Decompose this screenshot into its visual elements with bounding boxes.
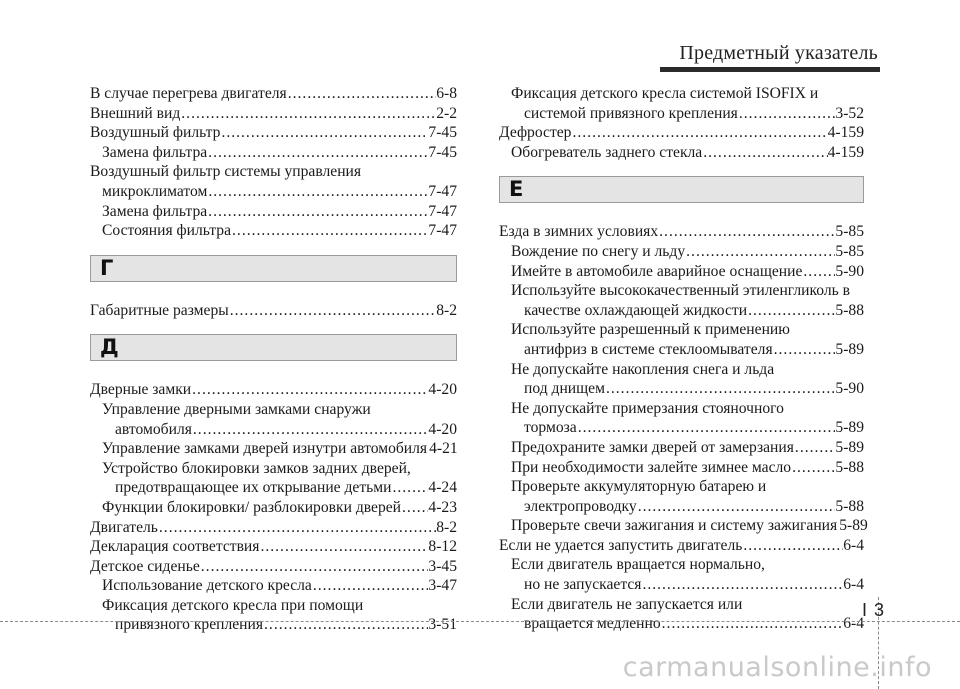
index-entry-text: При необходимости залейте зимнее масло [511, 458, 792, 476]
index-entry [499, 143, 864, 163]
index-entry-page: 8-12 [428, 538, 457, 556]
dot-leader [391, 478, 428, 498]
index-entry-text: Воздушный фильтр [90, 124, 221, 142]
dot-leader [180, 104, 436, 124]
index-entry [499, 477, 864, 497]
index-entry [499, 123, 864, 143]
dot-leader [231, 221, 428, 241]
index-entry-text: Управление дверными замками снаружи [102, 400, 371, 418]
dot-leader [263, 615, 428, 635]
index-entry [499, 516, 868, 536]
index-entry-page: 4-23 [428, 498, 457, 516]
index-entry [499, 320, 864, 340]
index-entry-text: Если двигатель не запускается или [511, 595, 743, 613]
index-entry [90, 596, 457, 616]
index-entry-page: 4-159 [827, 124, 864, 142]
dot-leader [637, 497, 836, 517]
index-entry-page: 6-4 [843, 615, 864, 633]
index-entry-page: 3-51 [428, 616, 457, 634]
index-entry-page: 6-4 [843, 536, 864, 554]
index-entry [499, 458, 864, 478]
dot-leader [259, 537, 428, 557]
index-entry [90, 380, 457, 400]
index-entry [90, 498, 457, 518]
index-entry-text: Обогреватель заднего стекла [511, 143, 703, 161]
index-entry-page: 3-47 [428, 577, 457, 595]
index-entry-page: 4-159 [827, 143, 864, 161]
index-entry-text: Проверьте аккумуляторную батарею и [511, 478, 767, 496]
dot-leader [702, 143, 827, 163]
index-entry-text: Вождение по снегу и льду [511, 242, 686, 260]
index-entry-text: вращается медленно [524, 615, 661, 633]
dot-leader [661, 614, 844, 634]
index-column-right [499, 84, 868, 634]
dot-leader [571, 123, 827, 143]
index-entry [499, 595, 864, 615]
index-entry-text: Фиксация детского кресла при помощи [102, 596, 364, 614]
index-entry-text: системой привязного крепления [524, 104, 738, 122]
index-entry [499, 379, 864, 399]
section-header-g: Г [90, 255, 457, 282]
header-rule [660, 67, 880, 72]
index-entry-page: 5-88 [835, 497, 864, 515]
index-entry-page: 5-88 [835, 458, 864, 476]
dot-leader [773, 340, 836, 360]
dot-leader [794, 438, 835, 458]
index-group-intro-right [499, 84, 864, 162]
page-number [862, 600, 884, 621]
index-entry-text: Состояния фильтра [102, 222, 232, 240]
index-entry-page: 5-85 [835, 223, 864, 241]
index-entry [90, 576, 457, 596]
index-entry-text: но не запускается [524, 576, 642, 594]
index-entry-page: 8-2 [436, 518, 457, 536]
index-entry-page: 4-24 [428, 479, 457, 497]
section-marker: I [862, 600, 868, 620]
index-entry-text: антифриз в системе стеклоомывателя [524, 340, 773, 358]
index-entry [499, 536, 864, 556]
index-entry [499, 614, 864, 634]
index-entry-text: Езда в зимних условиях [499, 223, 659, 241]
dot-leader [158, 518, 436, 538]
index-entry-text: предотвращающее их открывание детьми [115, 479, 392, 497]
index-entry-text: Используйте разрешенный к применению [511, 321, 790, 339]
index-entry [90, 104, 457, 124]
index-entry-text: тормоза [524, 419, 577, 437]
index-entry [90, 478, 457, 498]
index-entry-text: Устройство блокировки замков задних дверей, [102, 459, 411, 477]
index-entry-text: Предохраните замки дверей от замерзания [511, 438, 794, 456]
dot-leader [220, 123, 428, 143]
dot-leader [685, 242, 835, 262]
index-group-d [90, 380, 457, 635]
index-entry-text: Габаритные размеры [90, 301, 229, 319]
index-entry [90, 301, 457, 321]
index-entry-page: 6-4 [843, 576, 864, 594]
index-entry-text: Управление замками дверей изнутри автомобиля [102, 440, 428, 458]
index-entry-text: под днищем [524, 380, 605, 398]
index-entry [90, 202, 457, 222]
index-entry [499, 281, 864, 301]
index-entry-text: привязного крепления [115, 616, 264, 634]
index-entry [499, 438, 864, 458]
index-entry [90, 400, 457, 420]
index-entry [90, 537, 457, 557]
index-entry [90, 420, 457, 440]
index-entry-text: качестве охлаждающей жидкости [524, 301, 748, 319]
index-entry-page: 7-47 [428, 182, 457, 200]
index-entry [499, 262, 864, 282]
index-entry [90, 518, 457, 538]
index-column-left [90, 84, 457, 635]
index-entry [90, 439, 457, 459]
index-entry-text: Замена фильтра [102, 202, 208, 220]
page-title: Предметный указатель [679, 42, 878, 64]
dot-leader [192, 420, 429, 440]
index-entry [499, 418, 864, 438]
index-entry-page: 7-45 [428, 124, 457, 142]
dot-leader [207, 182, 428, 202]
index-entry [90, 162, 457, 182]
dot-leader [738, 104, 836, 124]
index-entry-text: автомобиля [115, 420, 192, 438]
dot-leader [791, 458, 835, 478]
section-header-e: Е [499, 176, 864, 203]
index-entry [90, 557, 457, 577]
index-entry-page: 5-89 [839, 517, 868, 535]
index-entry-page: 6-8 [436, 85, 457, 102]
index-entry-page: 3-52 [835, 104, 864, 122]
index-entry-text: Дефростер [499, 124, 572, 142]
dot-leader [742, 536, 843, 556]
index-entry [499, 301, 864, 321]
dot-leader [207, 202, 428, 222]
index-entry-page: 5-89 [835, 419, 864, 437]
index-entry [499, 104, 864, 124]
index-group-g [90, 301, 457, 321]
index-entry-text: Не допускайте примерзания стояночного [511, 399, 784, 417]
index-entry-page: 5-90 [835, 262, 864, 280]
index-entry [499, 555, 864, 575]
index-entry [499, 575, 864, 595]
dot-leader [229, 301, 436, 321]
dot-leader [287, 84, 436, 104]
index-entry-text: Декларация соответствия [90, 538, 260, 556]
index-entry-text: Дверные замки [90, 381, 192, 399]
index-entry-page: 4-20 [428, 381, 457, 399]
index-entry-page: 4-20 [428, 420, 457, 438]
index-entry-text: Используйте высококачественный этиленгликоль в [511, 282, 851, 300]
index-entry-text: микроклиматом [102, 182, 208, 200]
dot-leader [747, 301, 835, 321]
index-entry-page: 5-90 [835, 380, 864, 398]
index-entry-text: Фиксация детского кресла системой ISOFIX и [511, 85, 819, 102]
index-entry-text: Функции блокировки/ разблокировки дверей [102, 498, 402, 516]
section-header-d: Д [90, 334, 457, 361]
dot-leader [200, 557, 429, 577]
dot-leader [312, 576, 429, 596]
index-entry [90, 84, 457, 104]
index-entry-text: Замена фильтра [102, 143, 208, 161]
index-entry-text: Имейте в автомобиле аварийное оснащение [511, 262, 803, 280]
index-entry-text: электропроводку [524, 497, 637, 515]
dot-leader [802, 262, 835, 282]
index-entry-page: 5-89 [835, 340, 864, 358]
index-entry-page: 7-47 [428, 202, 457, 220]
index-entry-text: Внешний вид [90, 104, 181, 122]
index-entry-page: 5-85 [835, 242, 864, 260]
index-entry-text: Если не удается запустить двигатель [499, 536, 743, 554]
index-group-intro-left [90, 84, 457, 241]
index-entry [90, 182, 457, 202]
index-entry-text: В случае перегрева двигателя [90, 85, 287, 102]
index-group-e [499, 222, 868, 633]
watermark-text: carmanualsonline.info [622, 652, 932, 683]
index-entry [90, 459, 457, 479]
footer-dashed-rule [0, 621, 960, 622]
index-entry [499, 222, 864, 242]
index-entry-page: 7-47 [428, 222, 457, 240]
dot-leader [207, 143, 428, 163]
index-entry [499, 84, 864, 104]
index-entry-text: Использование детского кресла [102, 577, 312, 595]
index-entry-text: Проверьте свечи зажигания и систему зажигания [511, 517, 838, 535]
index-entry-text: Воздушный фильтр системы управления [90, 163, 362, 181]
index-entry [499, 399, 864, 419]
dot-leader [401, 498, 428, 518]
index-entry-page: 5-88 [835, 301, 864, 319]
index-entry [90, 615, 457, 635]
index-entry-text: Детское сиденье [90, 557, 200, 575]
index-entry-text: Не допускайте накопления снега и льда [511, 360, 775, 378]
index-entry [499, 360, 864, 380]
page-number-value: 3 [874, 600, 885, 620]
index-entry [90, 143, 457, 163]
index-entry [499, 340, 864, 360]
index-entry-page: 4-21 [429, 440, 458, 458]
index-entry [90, 123, 457, 143]
dot-leader [191, 380, 428, 400]
index-entry [499, 497, 864, 517]
index-entry-page: 2-2 [436, 104, 457, 122]
dot-leader [658, 222, 835, 242]
index-entry-page: 3-45 [428, 557, 457, 575]
index-entry-page: 5-89 [835, 438, 864, 456]
dot-leader [641, 575, 843, 595]
dot-leader [605, 379, 835, 399]
index-entry [90, 221, 457, 241]
index-entry-text: Если двигатель вращается нормально, [511, 556, 765, 574]
index-entry-text: Двигатель [90, 518, 158, 536]
index-entry-page: 8-2 [436, 301, 457, 319]
index-entry [499, 242, 864, 262]
index-entry-page: 7-45 [428, 143, 457, 161]
dot-leader [577, 418, 836, 438]
